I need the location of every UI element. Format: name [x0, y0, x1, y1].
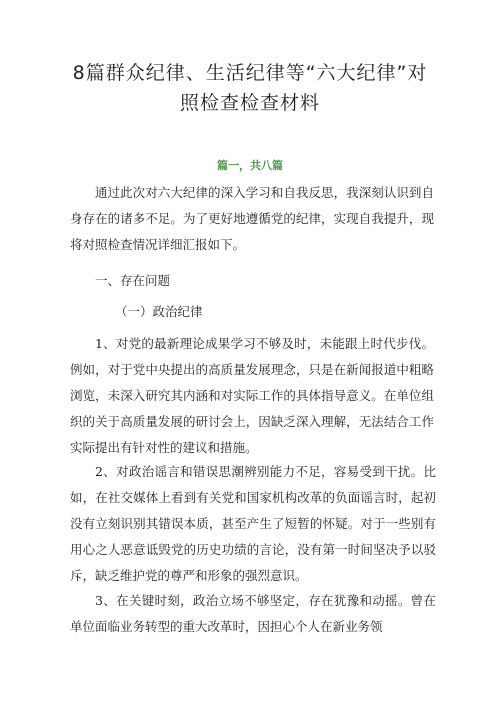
- paragraph-2: [70, 459, 436, 589]
- intro-paragraph: [70, 180, 434, 258]
- section-heading-problems: 一、存在问题: [95, 273, 171, 288]
- title-line-2: 照检查检查材料: [179, 92, 320, 114]
- paragraph-3-text: 3、在关键时刻，政治立场不够坚定，存在犹豫和动摇。曾在单位面临业务转型的重大改革时，因担心个人在新业务领: [70, 593, 436, 634]
- subsection-heading-political: （一）政治纪律: [115, 304, 203, 319]
- title-line-1: 8篇群众纪律、生活纪律等“六大纪律”对: [72, 62, 428, 84]
- paragraph-1: [70, 331, 434, 461]
- document-title: [40, 58, 460, 118]
- paragraph-3: [70, 588, 436, 640]
- intro-text: 通过此次对六大纪律的深入学习和自我反思，我深刻认识到自身存在的诸多不足。为了更好地遵循党的纪律，实现自我提升，现将对照检查情况详细汇报如下。: [70, 185, 434, 252]
- paragraph-1-text: 1、对党的最新理论成果学习不够及时，未能跟上时代步伐。例如，对于党中央提出的高质量发展理念，只是在新闻报道中粗略浏览，未深入研究其内涵和对实际工作的具体指导意义。在单位组织的关于高质量发展的研讨会上，因缺乏深入理解，无法结合工作实际提出有针对性的建议和措施。: [70, 336, 434, 455]
- part-heading: 篇一，共八篇: [217, 159, 283, 172]
- paragraph-2-text: 2、对政治谣言和错误思潮辨别能力不足，容易受到干扰。比如，在社交媒体上看到有关党和国家机构改革的负面谣言时，起初没有立刻识别其错误本质，甚至产生了短暂的怀疑。对于一些别有用心之人恶意诋毁党的历史功绩的言论，没有第一时间坚决予以驳斥，缺乏维护党的尊严和形象的强烈意识。: [70, 464, 436, 583]
